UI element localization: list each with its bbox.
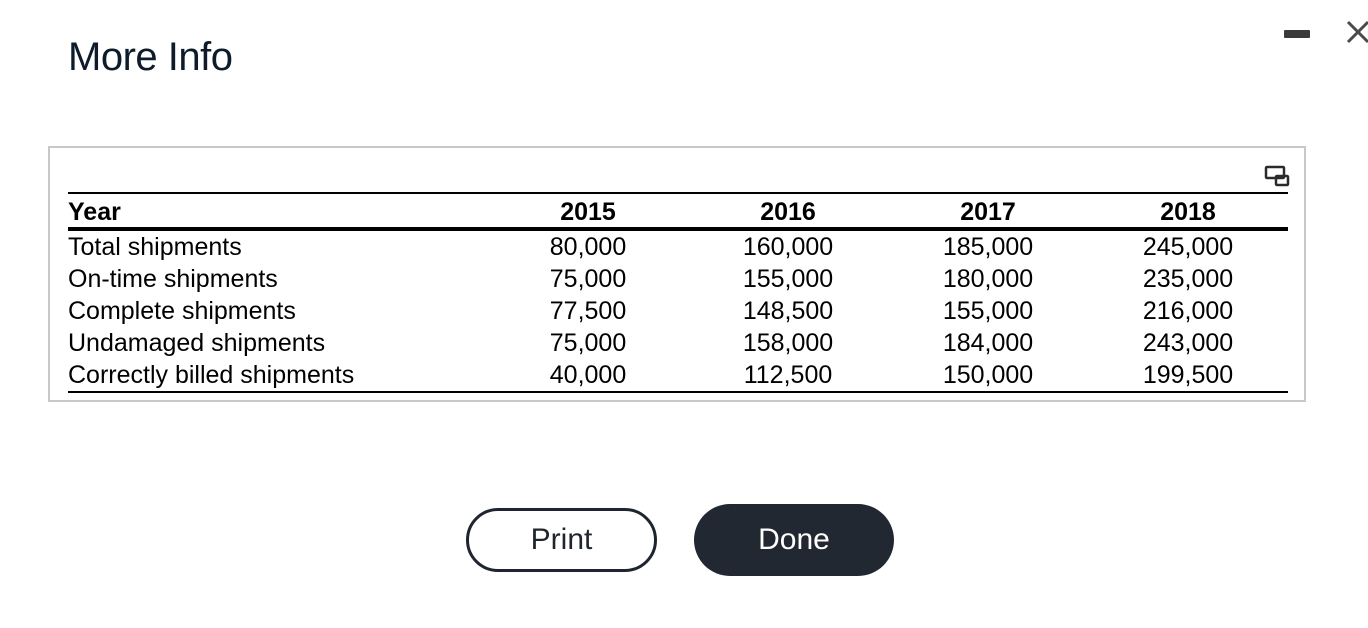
table-cell: 199,500 xyxy=(1088,359,1288,392)
table-cell: 80,000 xyxy=(549,233,627,261)
dialog-title: More Info xyxy=(68,35,233,79)
header-year-2018: 2018 xyxy=(1088,193,1288,229)
table-cell: 160,000 xyxy=(742,233,834,261)
header-year-2017: 2017 xyxy=(888,193,1088,229)
print-button[interactable]: Print xyxy=(466,508,657,572)
table-row xyxy=(68,263,1288,295)
table-row xyxy=(68,295,1288,327)
table-cell: 77,500 xyxy=(549,297,627,325)
table-cell: 155,000 xyxy=(942,297,1034,325)
table-row xyxy=(68,327,1288,359)
table-cell: 112,500 xyxy=(688,359,888,392)
minimize-icon[interactable] xyxy=(1284,30,1310,38)
table-cell: 158,000 xyxy=(742,329,834,357)
table-row xyxy=(68,359,1288,392)
table-row xyxy=(68,229,1288,263)
header-year-label: Year xyxy=(68,193,488,229)
table-cell: 148,500 xyxy=(742,297,834,325)
header-year-2016: 2016 xyxy=(688,193,888,229)
close-icon[interactable] xyxy=(1340,14,1368,48)
row-label: Correctly billed shipments xyxy=(68,359,488,392)
table-header-row xyxy=(68,193,1288,229)
table-cell: 75,000 xyxy=(549,329,627,357)
table-cell: 216,000 xyxy=(1142,297,1234,325)
done-button[interactable]: Done xyxy=(694,504,894,576)
header-year-2015: 2015 xyxy=(488,193,688,229)
table-cell: 75,000 xyxy=(549,265,627,293)
table-cell: 235,000 xyxy=(1142,265,1234,293)
table-cell: 245,000 xyxy=(1142,233,1234,261)
table-cell: 184,000 xyxy=(942,329,1034,357)
table-cell: 155,000 xyxy=(742,265,834,293)
table-cell: 180,000 xyxy=(942,265,1034,293)
row-label: Total shipments xyxy=(68,233,242,261)
table-cell: 150,000 xyxy=(888,359,1088,392)
row-label: Complete shipments xyxy=(68,297,296,325)
table-cell: 185,000 xyxy=(942,233,1034,261)
row-label: On-time shipments xyxy=(68,265,278,293)
row-label: Undamaged shipments xyxy=(68,329,326,357)
copy-icon[interactable] xyxy=(1264,164,1292,188)
table-cell: 243,000 xyxy=(1142,329,1234,357)
shipments-table xyxy=(68,192,1288,393)
table-cell: 40,000 xyxy=(488,359,688,392)
